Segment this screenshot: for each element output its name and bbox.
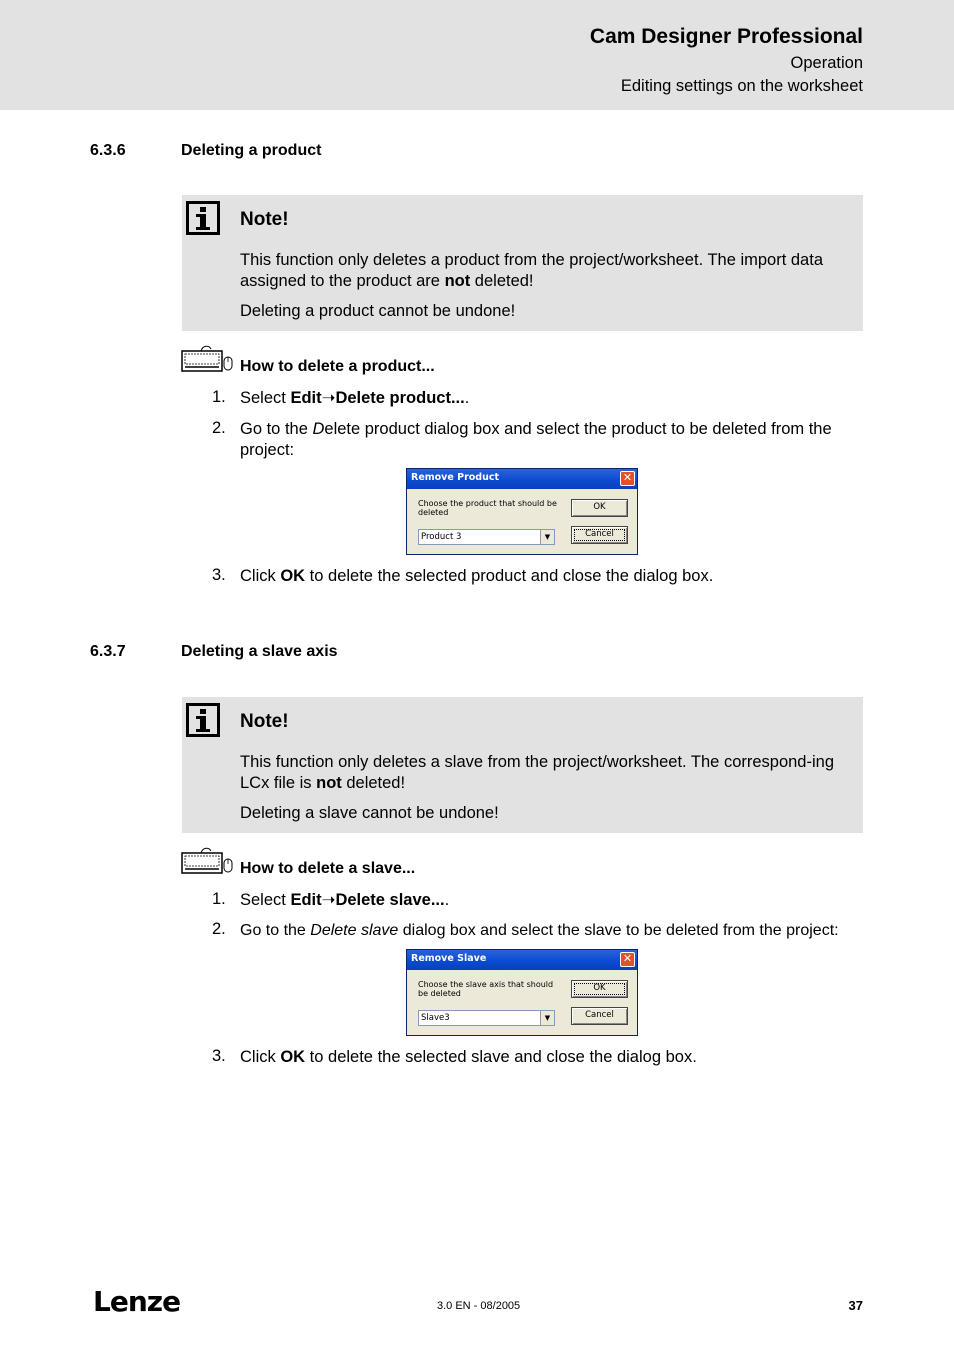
note-paragraph: This function only deletes a slave from the project/worksheet. The correspond-ing LCx file is not deleted! bbox=[240, 753, 834, 792]
product-select[interactable] bbox=[418, 529, 555, 545]
dialog-prompt: Choose the slave axis that should be deleted bbox=[418, 980, 554, 998]
step-number: 2. bbox=[212, 920, 226, 938]
step-number: 3. bbox=[212, 566, 226, 584]
howto-heading: How to delete a slave... bbox=[240, 860, 416, 877]
close-icon[interactable]: ✕ bbox=[620, 952, 635, 967]
step-number: 2. bbox=[212, 419, 226, 437]
note-title: Note! bbox=[240, 711, 289, 732]
page-number: 37 bbox=[848, 1298, 863, 1313]
info-icon bbox=[186, 703, 220, 737]
selected-value: Product 3 bbox=[421, 532, 462, 542]
dialog-title: Remove Product bbox=[411, 472, 500, 483]
section-number: 6.3.7 bbox=[90, 643, 126, 660]
step-text: Go to the Delete product dialog box and select the product to be deleted from the project: bbox=[240, 420, 832, 459]
chevron-down-icon[interactable]: ▼ bbox=[540, 530, 554, 544]
note-box bbox=[182, 195, 863, 331]
chevron-down-icon[interactable]: ▼ bbox=[540, 1011, 554, 1025]
ok-button[interactable]: OK bbox=[571, 499, 628, 517]
dialog-titlebar[interactable] bbox=[407, 950, 637, 970]
header-chapter: Operation bbox=[790, 54, 863, 72]
note-title: Note! bbox=[240, 209, 289, 230]
note-warning: Deleting a product cannot be undone! bbox=[240, 302, 516, 320]
step-text: Click OK to delete the selected product and close the dialog box. bbox=[240, 567, 714, 585]
step-text: Go to the Delete slave dialog box and select the slave to be deleted from the project: bbox=[240, 922, 839, 939]
selected-value: Slave3 bbox=[421, 1013, 450, 1023]
version-label: 3.0 EN - 08/2005 bbox=[437, 1300, 521, 1312]
step-number: 1. bbox=[212, 890, 226, 908]
note-paragraph: This function only deletes a product from the project/worksheet. The import data assigned to the product are not deleted! bbox=[240, 251, 823, 290]
dialog-title: Remove Slave bbox=[411, 953, 487, 964]
document-title: Cam Designer Professional bbox=[589, 25, 863, 48]
note-warning: Deleting a slave cannot be undone! bbox=[240, 804, 499, 822]
remove-slave-dialog bbox=[406, 949, 638, 1036]
dialog-titlebar[interactable] bbox=[407, 469, 637, 489]
cancel-button[interactable]: Cancel bbox=[571, 1007, 628, 1025]
step-number: 1. bbox=[212, 388, 226, 406]
info-icon bbox=[186, 201, 220, 235]
section-title: Deleting a product bbox=[181, 142, 322, 159]
keyboard-mouse-icon bbox=[181, 845, 233, 875]
section-number: 6.3.6 bbox=[90, 142, 126, 159]
remove-product-dialog bbox=[406, 468, 638, 555]
dialog-prompt: Choose the product that should be deleted bbox=[418, 499, 557, 517]
cancel-button[interactable]: Cancel bbox=[571, 526, 628, 544]
step-text: Select Edit➝Delete product.... bbox=[240, 389, 470, 407]
slave-select[interactable] bbox=[418, 1010, 555, 1026]
header-section: Editing settings on the worksheet bbox=[620, 77, 863, 95]
step-number: 3. bbox=[212, 1047, 226, 1065]
keyboard-mouse-icon bbox=[181, 343, 233, 373]
step-text: Click OK to delete the selected slave and close the dialog box. bbox=[240, 1048, 697, 1066]
howto-heading: How to delete a product... bbox=[240, 358, 435, 375]
note-box bbox=[182, 697, 863, 833]
step-text: Select Edit➝Delete slave.... bbox=[240, 891, 450, 909]
lenze-logo: Lenze bbox=[93, 1285, 181, 1318]
section-title: Deleting a slave axis bbox=[181, 643, 338, 660]
ok-button[interactable]: OK bbox=[571, 980, 628, 998]
close-icon[interactable]: ✕ bbox=[620, 471, 635, 486]
